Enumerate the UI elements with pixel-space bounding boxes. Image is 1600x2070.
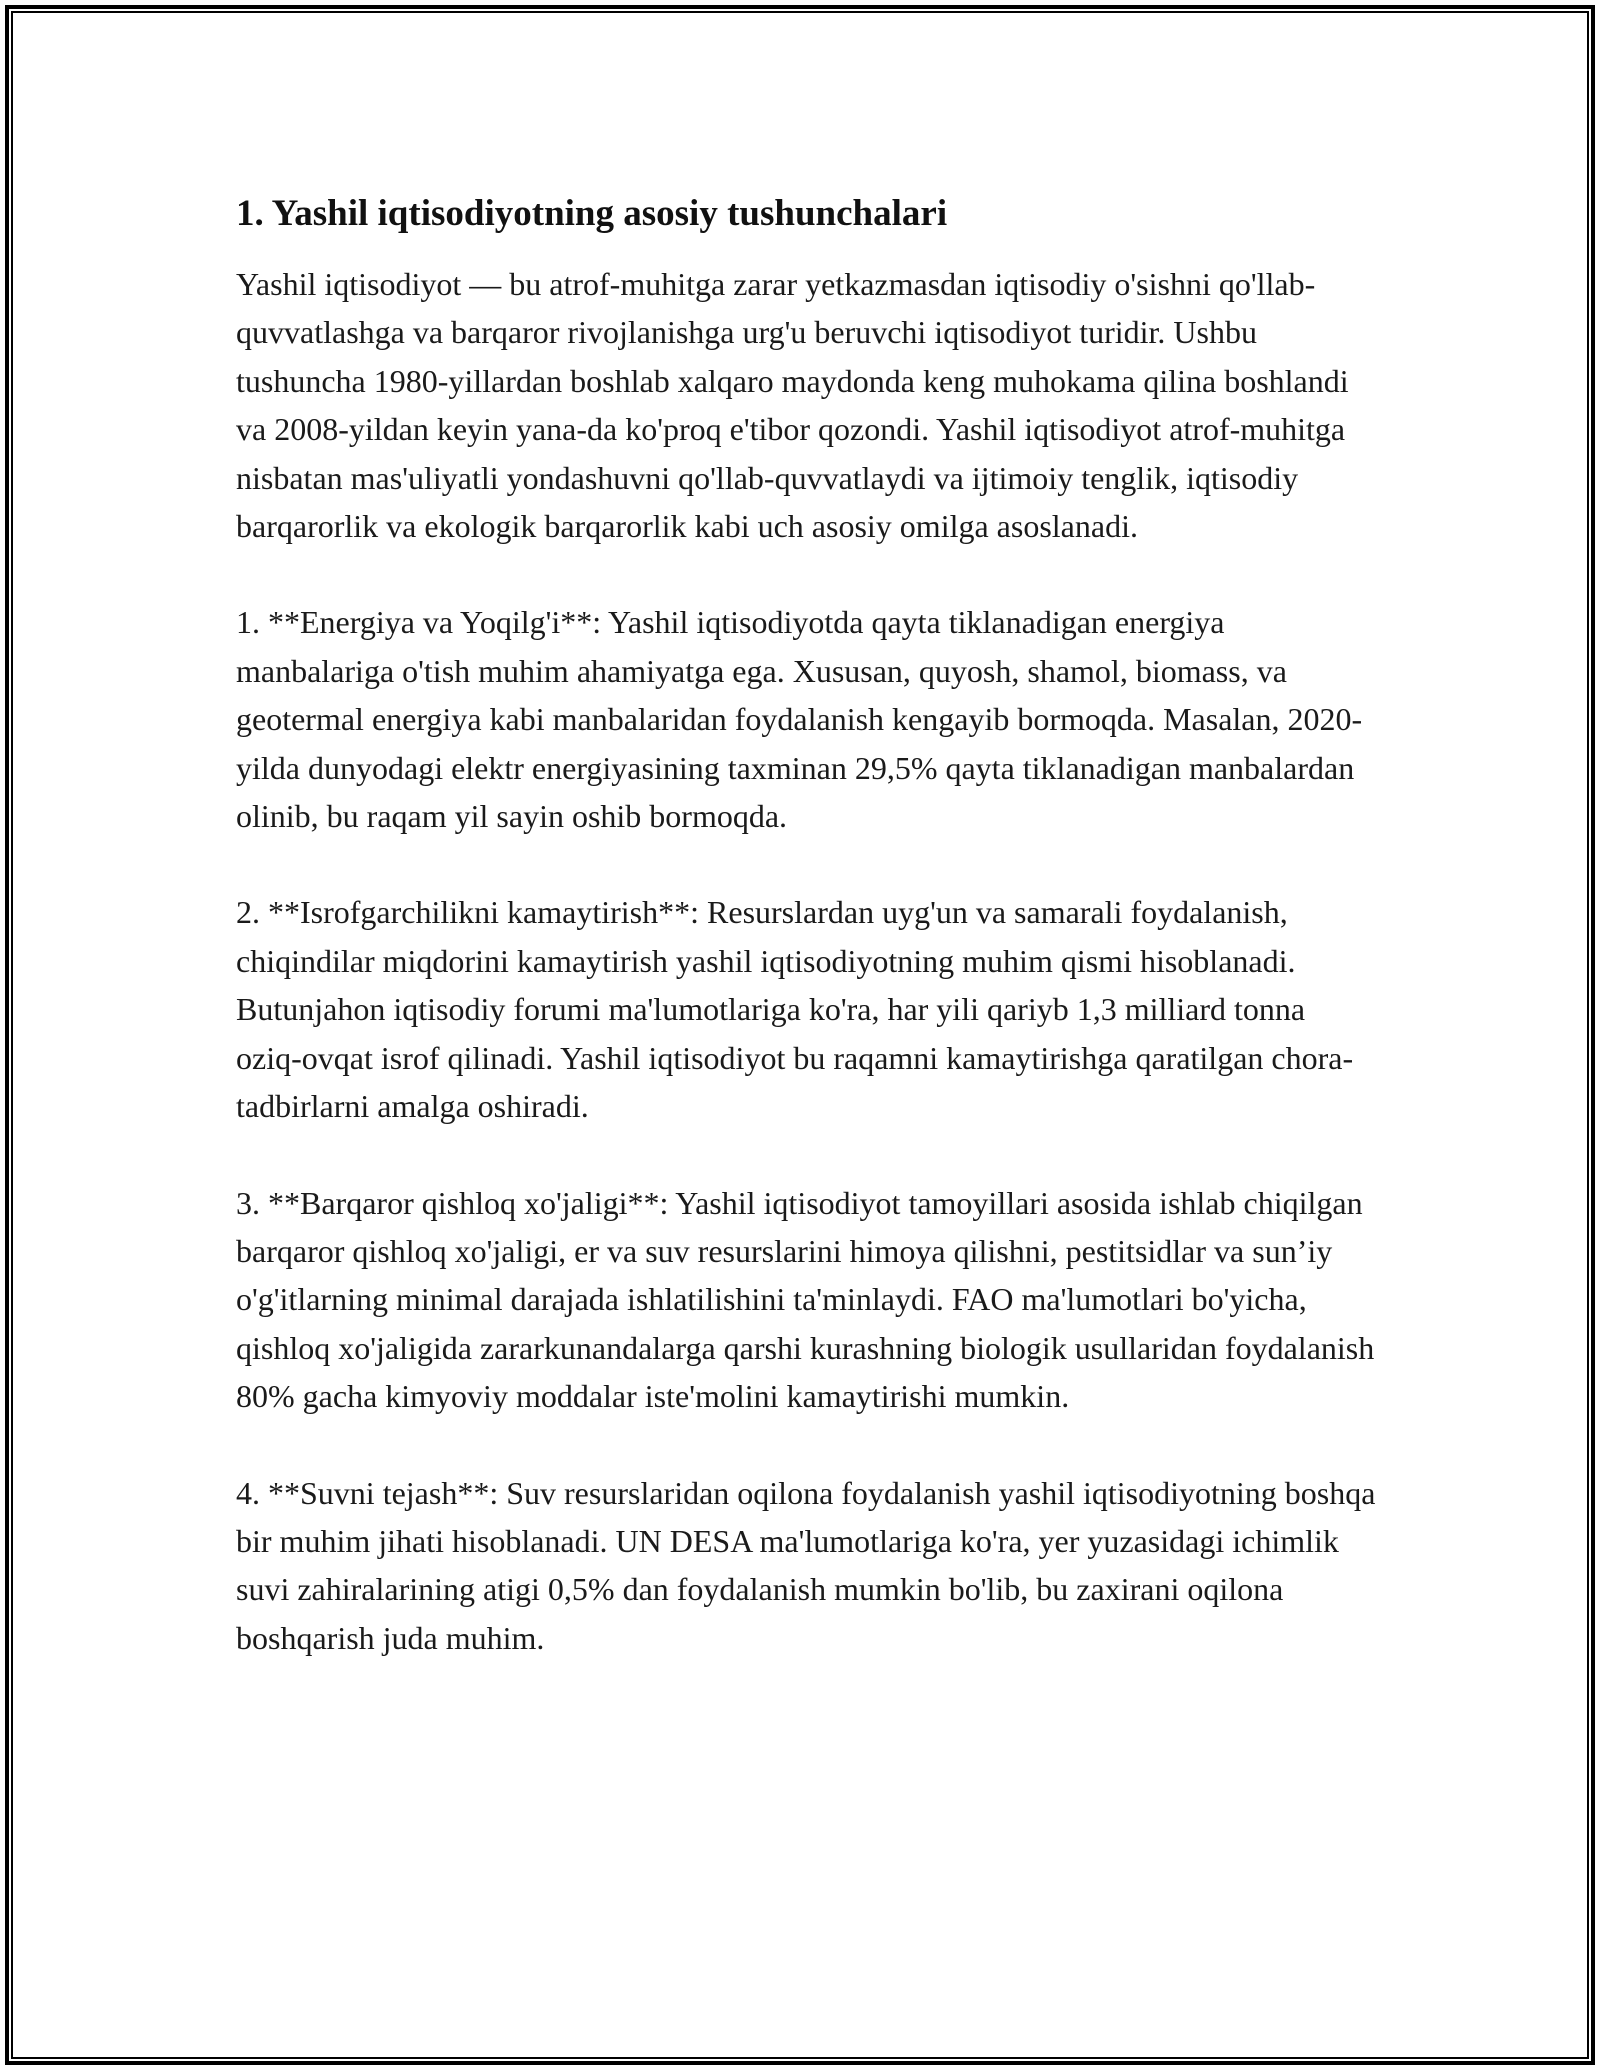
list-item-energy: 1. **Energiya va Yoqilg'i**: Yashil iqtisodiyotda qayta tiklanadigan energiya manbalariga o'tish muhim ahamiyatga ega. Xususan, quyosh, shamol, biomass, va geotermal energiya kabi manbalaridan foydalanish kengayib bormoqda. Masalan, 2020-yilda dunyodagi elektr energiyasining taxminan 29,5% qayta tiklanadigan manbalardan olinib, bu raqam yil sayin oshib bormoqda. [236,604,1363,835]
document-body [236,186,1376,1710]
section-heading: 1. Yashil iqtisodiyotning asosiy tushunchalari [236,193,948,234]
list-item-water-saving: 4. **Suvni tejash**: Suv resurslaridan oqilona foydalanish yashil iqtisodiyotning boshqa bir muhim jihati hisoblanadi. UN DESA ma'lumotlariga ko'ra, yer yuzasidagi ichimlik suvi zahiralarining atigi 0,5% dan foydalanish mumkin bo'lib, bu zaxirani oqilona boshqarish juda muhim. [236,1474,1376,1656]
list-item-sustainable-agriculture: 3. **Barqaror qishloq xo'jaligi**: Yashil iqtisodiyot tamoyillari asosida ishlab chiqilgan barqaror qishloq xo'jaligi, er va suv resurslarini himoya qilishni, pestitsidlar va sun’iy o'g'itlarning minimal darajada ishlatilishini ta'minlaydi. FAO ma'lumotlari bo'yicha, qishloq xo'jaligida zararkunandalarga qarshi kurashning biologik usullaridan foydalanish 80% gacha kimyoviy moddalar iste'molini kamaytirishi mumkin. [236,1184,1375,1415]
list-item-waste-reduction: 2. **Isrofgarchilikni kamaytirish**: Resurslardan uyg'un va samarali foydalanish, chiqindilar miqdorini kamaytirish yashil iqtisodiyotning muhim qismi hisoblanadi. Butunjahon iqtisodiy forumi ma'lumotlariga ko'ra, har yili qariyb 1,3 milliard tonna oziq-ovqat isrof qilinadi. Yashil iqtisodiyot bu raqamni kamaytirishga qaratilgan chora-tadbirlarni amalga oshiradi. [236,894,1354,1125]
intro-paragraph: Yashil iqtisodiyot — bu atrof-muhitga zarar yetkazmasdan iqtisodiy o'sishni qo'llab-quvvatlashga va barqaror rivojlanishga urg'u beruvchi iqtisodiyot turidir. Ushbu tushuncha 1980-yillardan boshlab xalqaro maydonda keng muhokama qilina boshlandi va 2008-yildan keyin yana-da ko'proq e'tibor qozondi. Yashil iqtisodiyot atrof-muhitga nisbatan mas'uliyatli yondashuvni qo'llab-quvvatlaydi va ijtimoiy tenglik, iqtisodiy barqarorlik va ekologik barqarorlik kabi uch asosiy omilga asoslanadi. [236,266,1349,545]
